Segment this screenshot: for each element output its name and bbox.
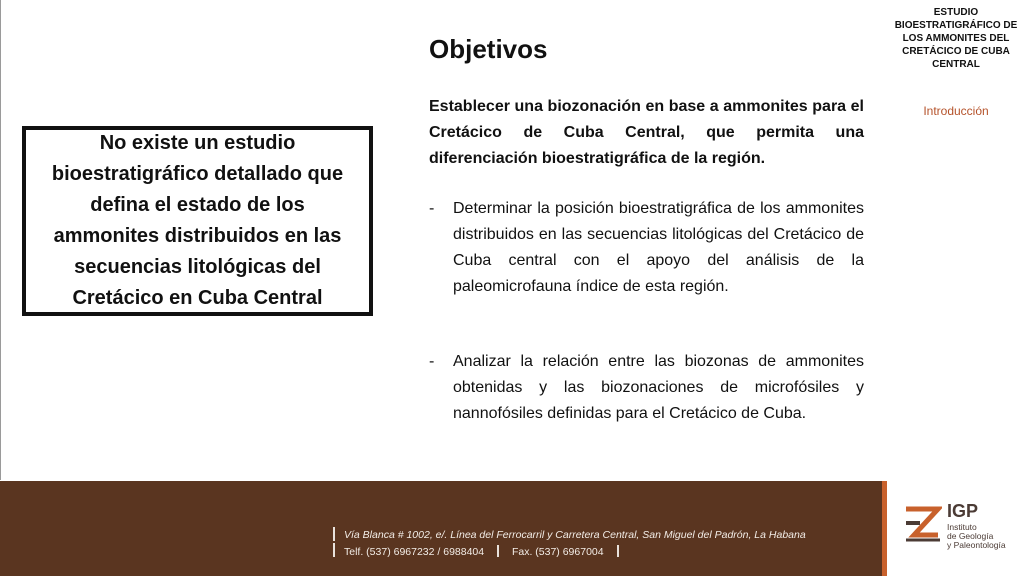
logo-name: IGP	[947, 501, 979, 521]
footer-separator	[497, 545, 499, 557]
specific-objective-text: Determinar la posición bioestratigráfica de los ammonites distribuidos en las secuencias litológicas del Cretácico de Cuba central con el apoyo del análisis de la paleomicrofauna índice de esta región.	[453, 200, 864, 295]
problem-statement-text: No existe un estudio bioestratigráfico detallado que defina el estado de los ammonites distribuidos en las secuencias litológicas del Cretácico en Cuba Central	[51, 132, 344, 309]
footer-separator	[333, 527, 335, 541]
objectives-heading: Objetivos	[429, 34, 548, 64]
footer-separator	[617, 545, 619, 557]
specific-objective-item	[429, 349, 864, 427]
presentation-title: ESTUDIO BIOESTRATIGRÁFICO DE LOS AMMONITES DEL CRETÁCICO DE CUBA CENTRAL	[894, 7, 1018, 70]
bullet-dash: -	[429, 353, 435, 370]
igp-logo-icon	[904, 505, 942, 543]
logo-subtitle	[947, 523, 1006, 550]
footer-phone: Telf. (537) 6967232 / 6988404	[344, 546, 485, 558]
footer-contact	[344, 545, 619, 558]
logo-line: y Paleontología	[947, 540, 1006, 550]
general-objective: Establecer una biozonación en base a ammonites para el Cretácico de Cuba Central, que permita una diferenciación bioestratigráfica de la región.	[429, 98, 864, 167]
problem-statement-box	[22, 126, 373, 316]
footer-address: Vía Blanca # 1002, e/. Línea del Ferrocarril y Carretera Central, San Miguel del Padrón, La Habana	[344, 529, 806, 541]
specific-objective-text: Analizar la relación entre las biozonas de ammonites obtenidas y las biozonaciones de microfósiles y nannofósiles definidas para el Cretácico de Cuba.	[453, 353, 864, 422]
specific-objective-item	[429, 196, 864, 300]
section-label: Introducción	[923, 104, 989, 118]
footer-fax: Fax. (537) 6967004	[511, 546, 604, 558]
logo-line: de Geología	[947, 531, 994, 541]
bullet-dash: -	[429, 200, 435, 217]
logo-line: Instituto	[947, 522, 977, 532]
slide-left-border	[0, 0, 1, 480]
footer-separator	[333, 543, 335, 557]
